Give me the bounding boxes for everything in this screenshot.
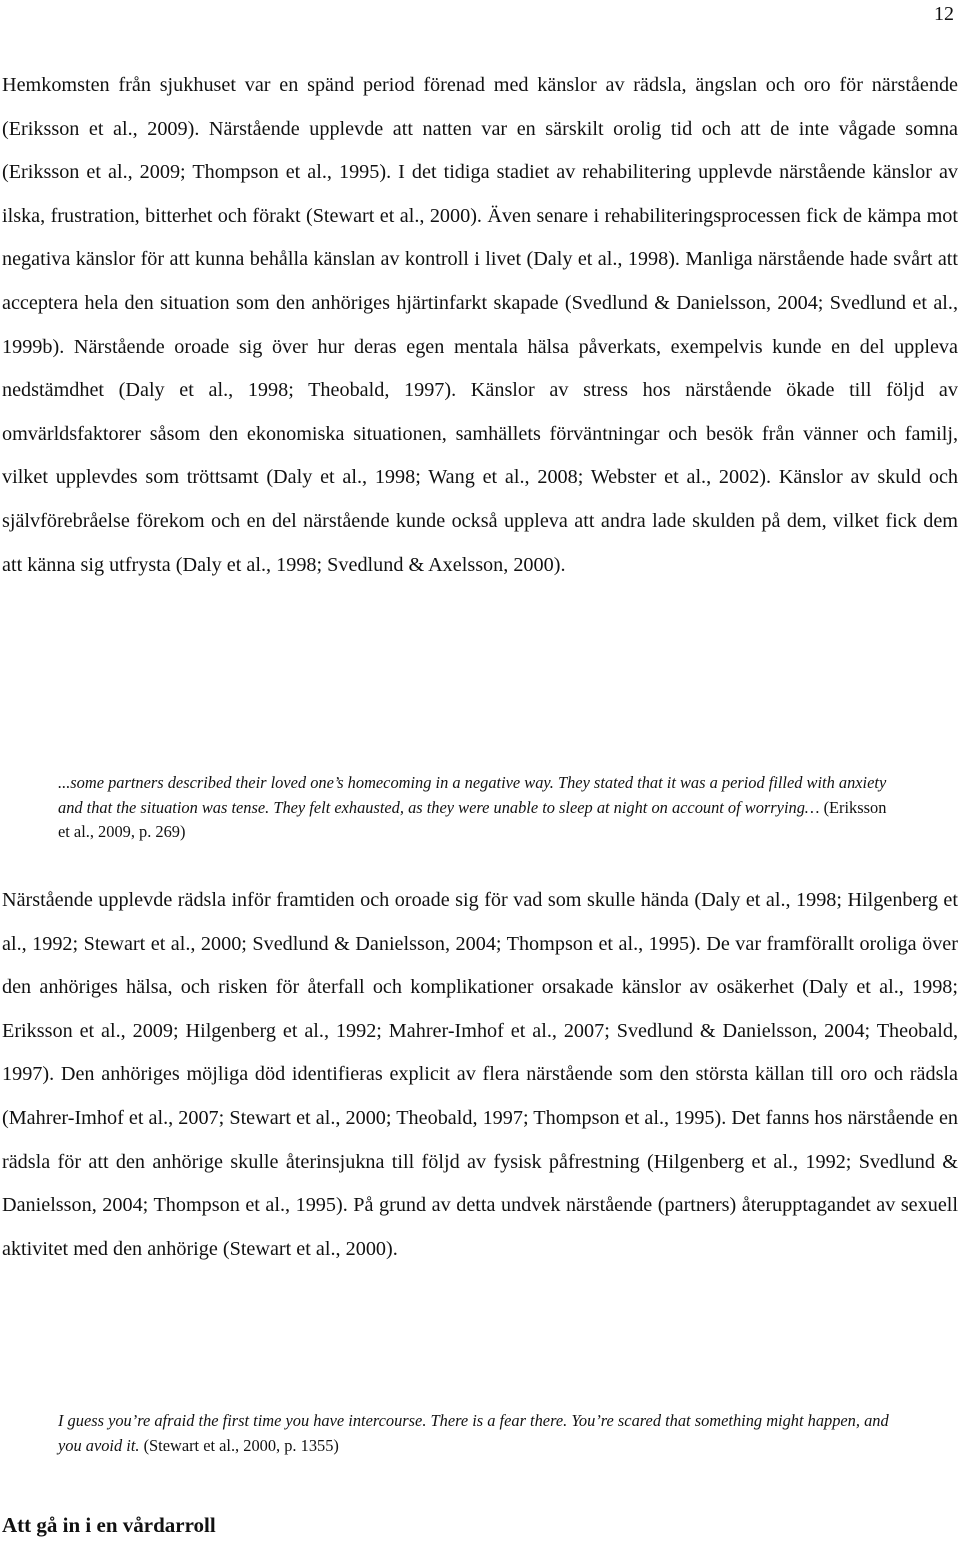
body-paragraph-homecoming: Hemkomsten från sjukhuset var en spänd period förenad med känslor av rädsla, ängslan och oro för närstående (Eriksson et al., 2009). Närstående upplevde att natten var en särskilt orolig tid och att de inte vågade somna (Eriksson et al., 2009; Thompson et al., 1995). I det tidiga stadiet av rehabilitering upplevde närstående känslor av ilska, frustration, bitterhet och förakt (Stewart et al., 2000). Även senare i rehabiliteringsprocessen fick de kämpa mot negativa känslor för att kunna behålla känslan av kontroll i livet (Daly et al., 1998). Manliga närstående hade svårt att acceptera hela den situation som den anhöriges hjärtinfarkt skapade (Svedlund & Danielsson, 2004; Svedlund et al., 1999b). Närstående oroade sig över hur deras egen mentala hälsa påverkats, exempelvis kunde en del uppleva nedstämdhet (Daly et al., 1998; Theobald, 1997). Känslor av stress hos närstående ökade till följd av omvärldsfaktorer såsom den ekonomiska situationen, samhällets förväntningar och besök från vänner och familj, vilket upplevdes som tröttsamt (Daly et al., 1998; Wang et al., 2008; Webster et al., 2002). Känslor av skuld och självförebråelse förekom och en del närstående kunde också uppleva att andra lade skulden på dem, vilket fick dem att känna sig utfrysta (Daly et al., 1998; Svedlund & Axelsson, 2000). (2, 74, 958, 576)
page-number: 12 (934, 3, 954, 25)
quote-citation: (Eriksson et al., 2009, p. 269) (58, 797, 887, 842)
quote-text: I guess you’re afraid the first time you have intercourse. There is a fear there. You’re scared that something might happen, and you avoid it. (58, 1411, 889, 1455)
body-paragraph-fear: Närstående upplevde rädsla inför framtiden och oroade sig för vad som skulle hända (Daly et al., 1998; Hilgenberg et al., 1992; Stewart et al., 2000; Svedlund & Danielsson, 2004; Thompson et al., 1995). De var framförallt oroliga över den anhöriges hälsa, och risken för återfall och komplikationer orsakade känslor av osäkerhet (Daly et al., 1998; Eriksson et al., 2009; Hilgenberg et al., 1992; Mahrer-Imhof et al., 2007; Svedlund & Danielsson, 2004; Theobald, 1997). Den anhöriges möjliga död identifieras explicit av flera närstående som den största källan till oro och rädsla (Mahrer-Imhof et al., 2007; Stewart et al., 2000; Theobald, 1997; Thompson et al., 1995). Det fanns hos närstående en rädsla för att den anhörige skulle återinsjukna till följd av fysisk påfrestning (Hilgenberg et al., 1992; Svedlund & Danielsson, 2004; Thompson et al., 1995). På grund av detta undvek närstående (partners) återupptagandet av sexuell aktivitet med den anhörige (Stewart et al., 2000). (2, 889, 958, 1260)
quote-text: ...some partners described their loved one’s homecoming in a negative way. They stated that it was a period filled with anxiety and that the situation was tense. They felt exhausted, as they were unable to sleep at night on account of worrying… (58, 773, 887, 817)
block-quote-stewart (58, 1409, 898, 1458)
section-heading: Att gå in i en vårdarroll (2, 1513, 216, 1537)
quote-citation: (Stewart et al., 2000, p. 1355) (139, 1435, 339, 1455)
block-quote-eriksson (58, 771, 898, 845)
